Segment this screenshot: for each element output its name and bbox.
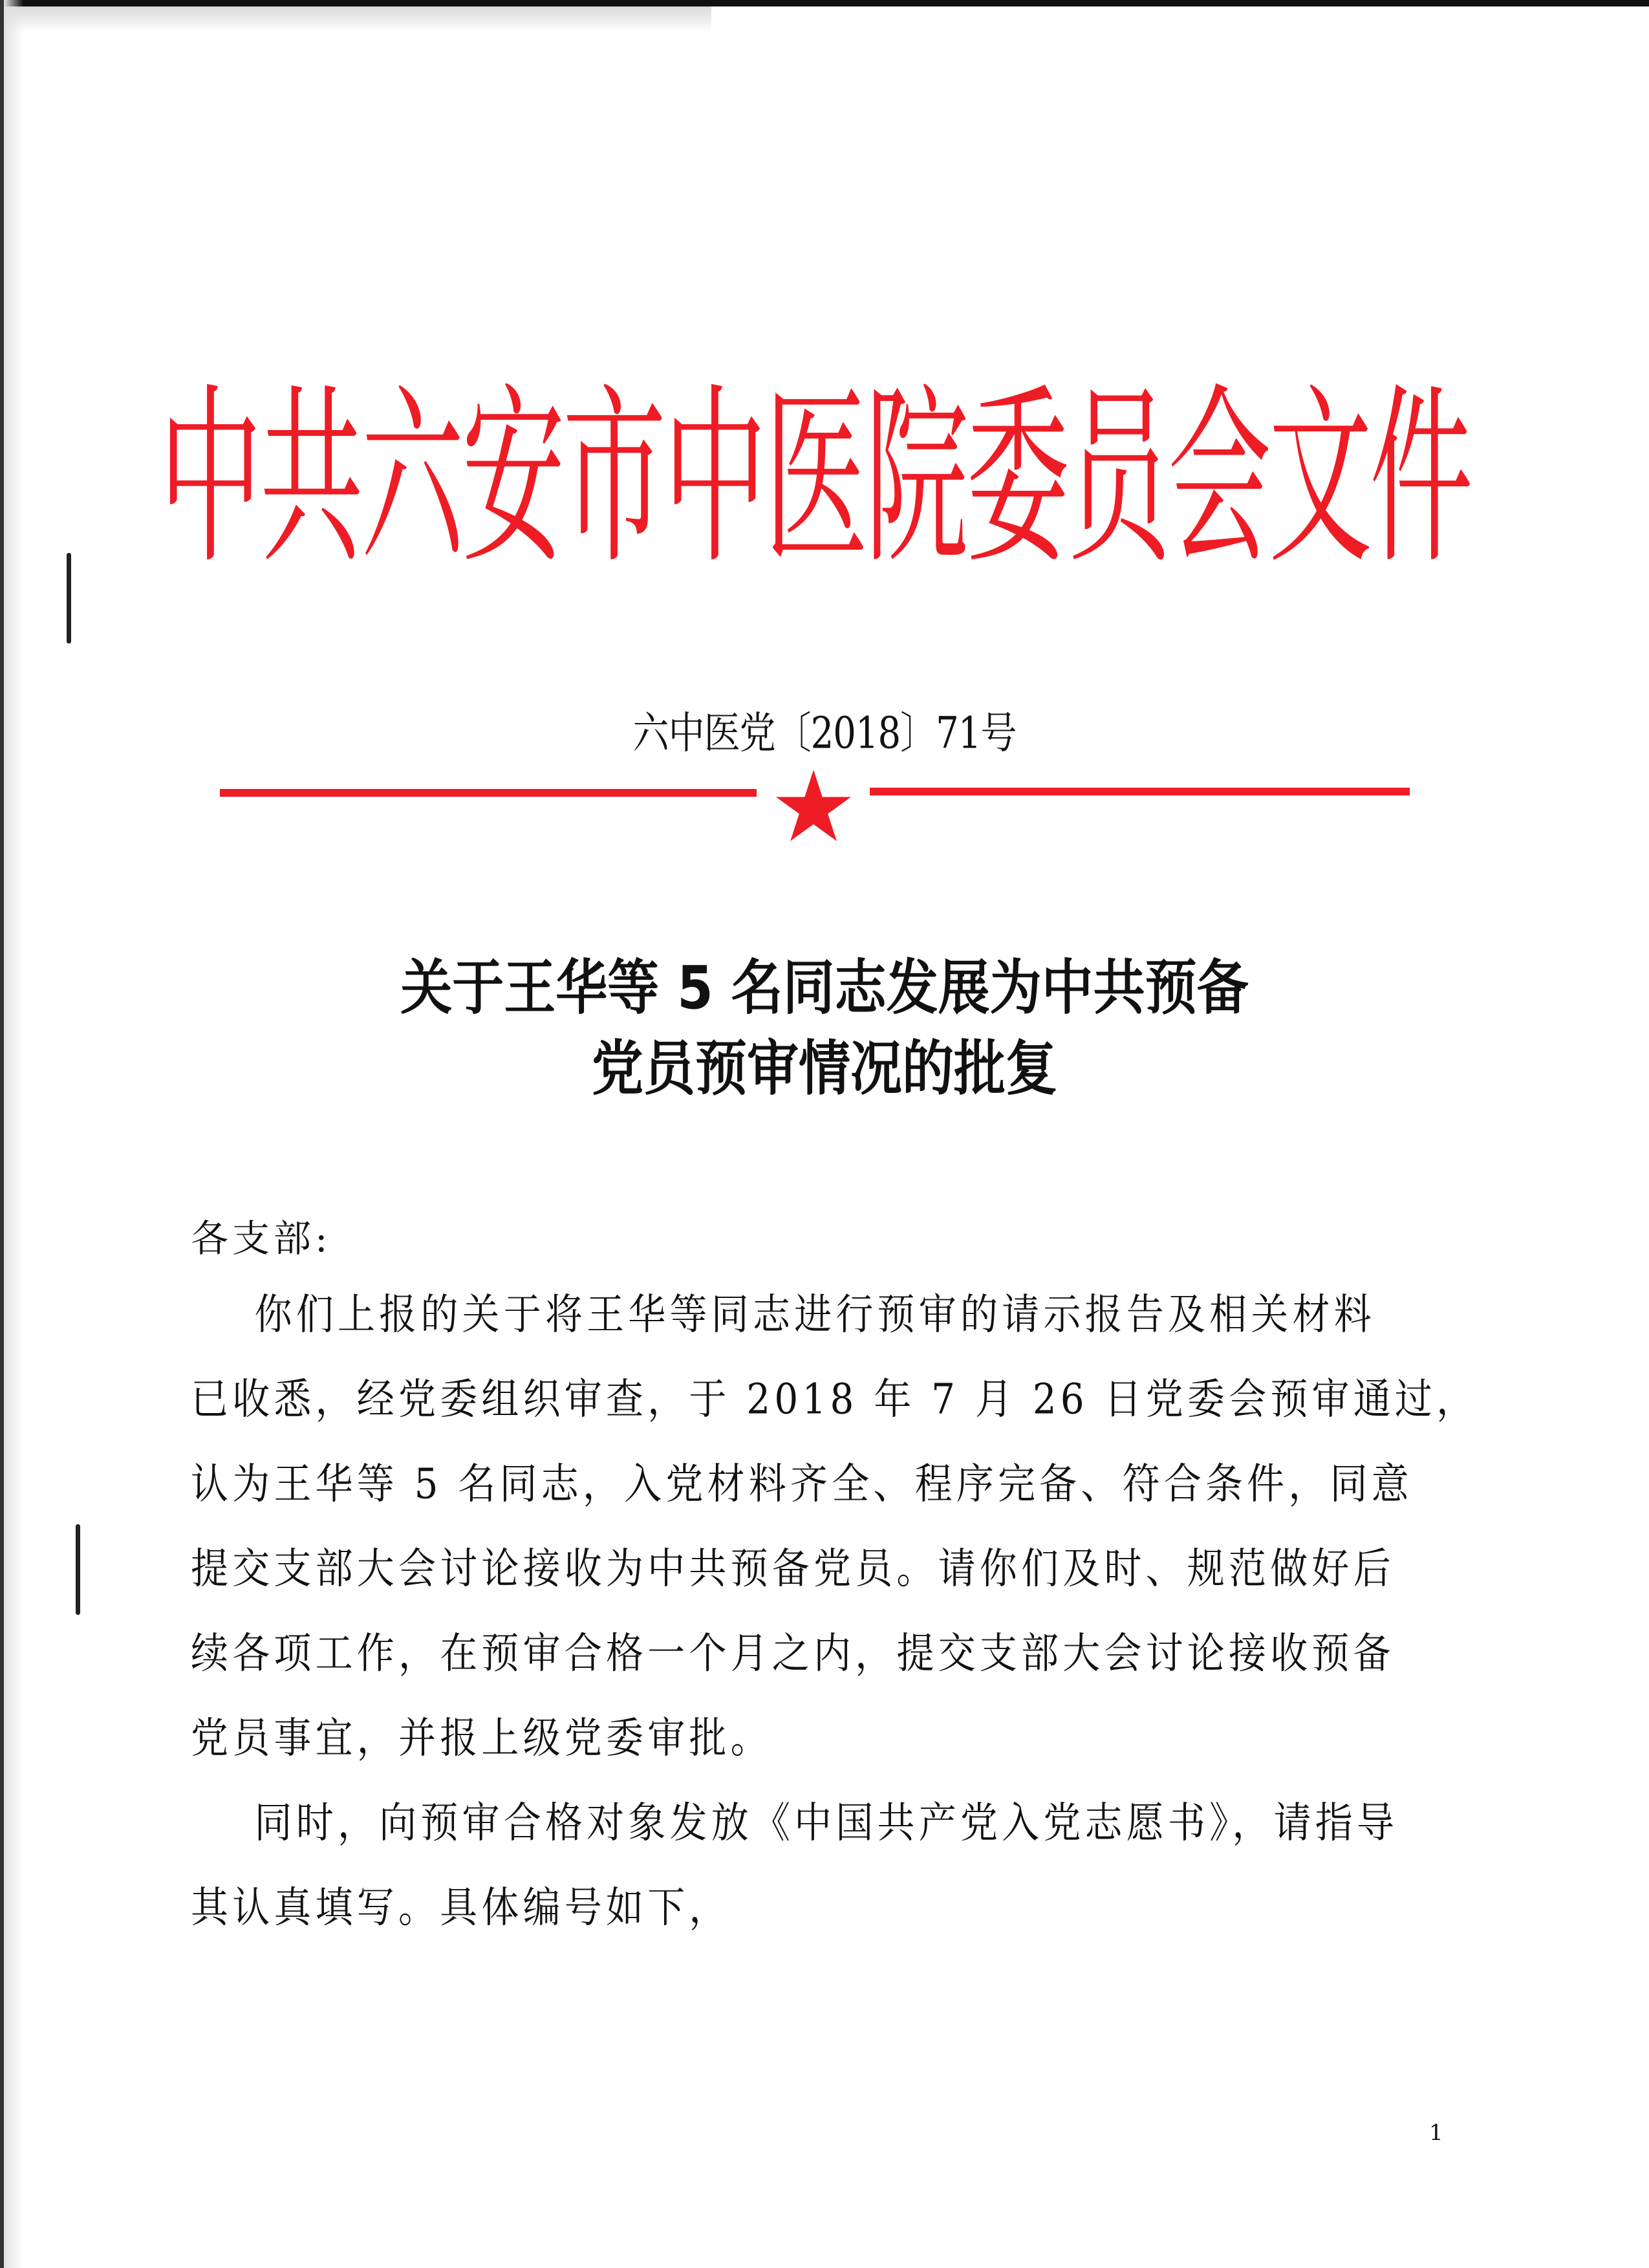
document-number: 六中医党〔2018〕71号 bbox=[632, 708, 1017, 759]
body-line: 续各项工作，在预审合格一个月之内，提交支部大会讨论接收预备 bbox=[191, 1628, 1395, 1678]
scan-shadow-left bbox=[4, 0, 23, 2268]
body-line: 你们上报的关于将王华等同志进行预审的请示报告及相关材料 bbox=[191, 1290, 1375, 1339]
red-rule-left bbox=[220, 789, 757, 797]
document-header-title bbox=[159, 366, 1471, 590]
scan-edge-top bbox=[0, 0, 1649, 6]
body-line: 已收悉，经党委组织审查，于 2018 年 7 月 26 日党委会预审通过， bbox=[191, 1374, 1478, 1424]
document-heading-line-1: 关于王华等 5 名同志发展为中共预备 bbox=[400, 953, 1249, 1022]
page-number: 1 bbox=[1429, 2120, 1443, 2146]
document-heading-line-2: 党员预审情况的批复 bbox=[592, 1033, 1057, 1103]
red-star-icon bbox=[776, 770, 851, 842]
header-title-text: 中共六安市中医院委员会文件 bbox=[159, 366, 1471, 590]
red-rule-right bbox=[870, 788, 1410, 795]
scan-shadow bbox=[0, 6, 711, 32]
body-line: 党员事宜，并报上级党委审批。 bbox=[191, 1713, 772, 1763]
binding-mark-top bbox=[67, 553, 71, 643]
binding-mark-bottom bbox=[76, 1524, 80, 1615]
body-line: 提交支部大会讨论接收为中共预备党员。请你们及时、规范做好后 bbox=[191, 1544, 1395, 1593]
salutation: 各支部: bbox=[191, 1216, 332, 1260]
body-line: 认为王华等 5 名同志，入党材料齐全、程序完备、符合条件，同意 bbox=[191, 1459, 1413, 1509]
body-line: 其认真填写。具体编号如下， bbox=[191, 1883, 731, 1932]
body-line: 同时，向预审合格对象发放《中国共产党入党志愿书》，请指导 bbox=[191, 1798, 1399, 1848]
